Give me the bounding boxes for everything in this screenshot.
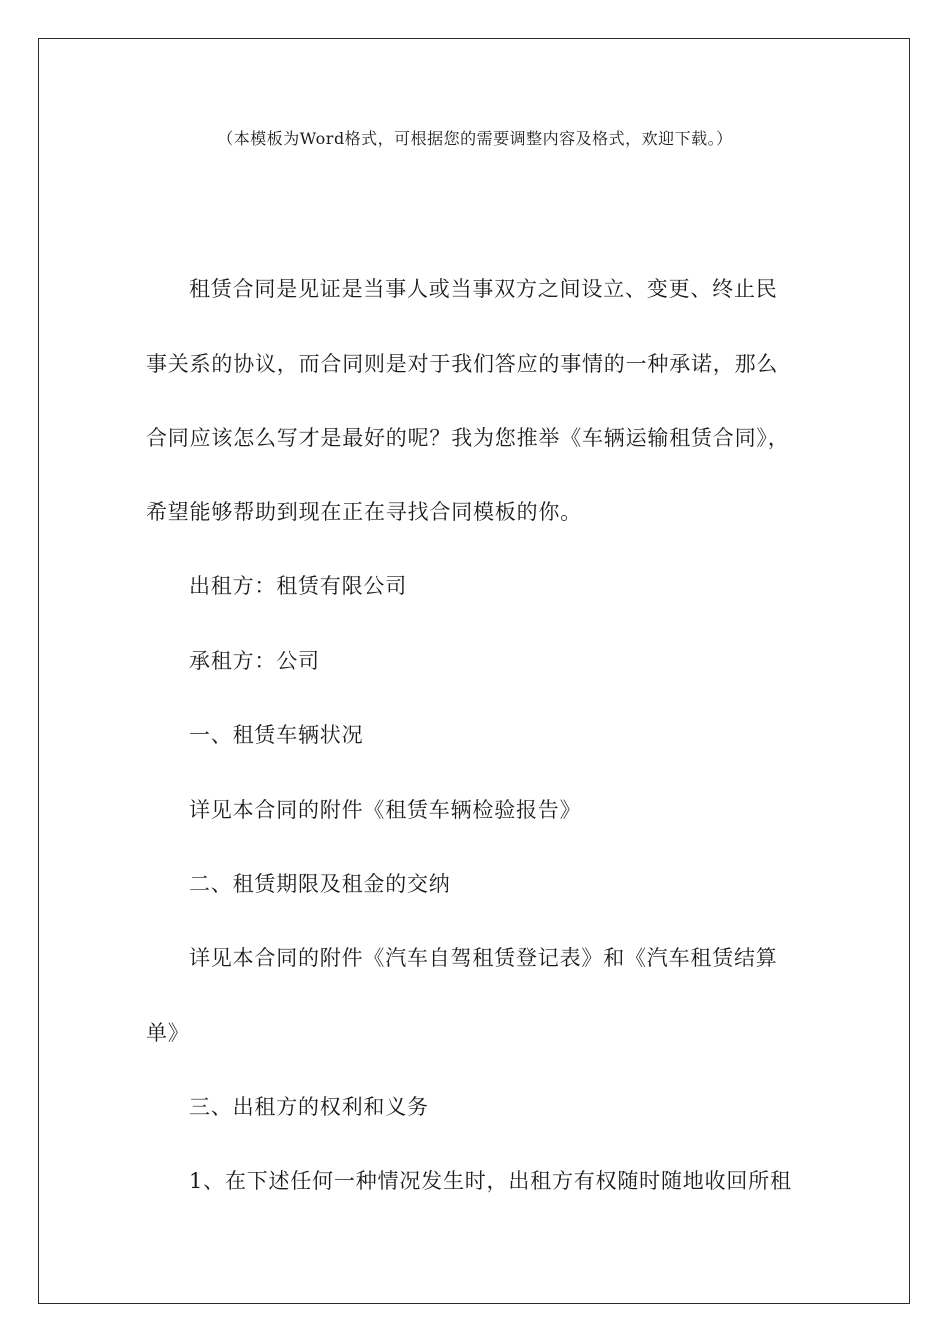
section-3-heading: 三、出租方的权利和义务 [189, 1095, 429, 1119]
intro-paragraph-line-3: 合同应该怎么写才是最好的呢？我为您推举《车辆运输租赁合同》， [146, 426, 790, 450]
section-2-body-line-2: 单》 [146, 1021, 190, 1045]
section-2-body-line-1: 详见本合同的附件《汽车自驾租赁登记表》和《汽车租赁结算 [189, 946, 778, 970]
section-3-item-1: 1、在下述任何一种情况发生时，出租方有权随时随地收回所租 [189, 1169, 792, 1193]
intro-paragraph-line-4: 希望能够帮助到现在正在寻找合同模板的你。 [146, 500, 582, 524]
template-note: （本模板为Word格式，可根据您的需要调整内容及格式，欢迎下载。） [217, 129, 733, 148]
section-1-body: 详见本合同的附件《租赁车辆检验报告》 [189, 798, 582, 822]
intro-paragraph-line-2: 事关系的协议，而合同则是对于我们答应的事情的一种承诺，那么 [146, 352, 779, 376]
page-border [38, 38, 910, 1304]
section-2-heading: 二、租赁期限及租金的交纳 [189, 872, 451, 896]
section-1-heading: 一、租赁车辆状况 [189, 723, 364, 747]
intro-paragraph-line-1: 租赁合同是见证是当事人或当事双方之间设立、变更、终止民 [189, 277, 778, 301]
lessee-line: 承租方：公司 [189, 649, 320, 673]
lessor-line: 出租方：租赁有限公司 [189, 574, 407, 598]
